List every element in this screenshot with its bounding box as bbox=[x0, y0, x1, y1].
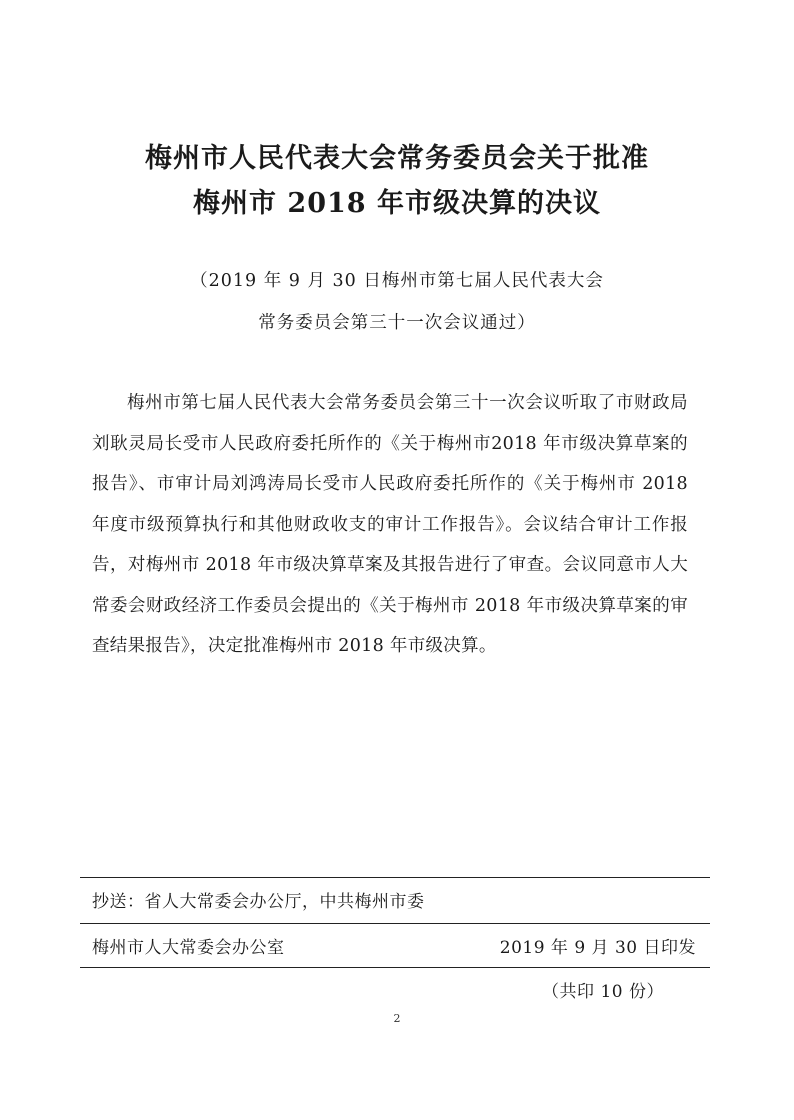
issuing-office: 梅州市人大常委会办公室 bbox=[92, 938, 285, 958]
footer-rule-top bbox=[80, 877, 710, 878]
document-title-line-1: 梅州市人民代表大会常务委员会关于批准 bbox=[145, 143, 649, 174]
page-number: 2 bbox=[393, 1012, 401, 1025]
print-date: 2019 年 9 月 30 日印发 bbox=[499, 938, 696, 958]
resolution-body: 梅州市第七届人民代表大会常务委员会第三十一次会议听取了市财政局刘耿灵局长受市人民政府委托所作的《关于梅州市2018 年市级决算草案的报告》、市审计局刘鸿涛局长受市人民政府委托所作的《关于梅州市 2018 年度市级预算执行和其他财政收支的审计工作报告》。会议结合审计工作报告，对梅州市 2018 年市级决算草案及其报告进行了审查。会议同意市人大常委会财政经济工作委员会提出的《关于梅州市 2018 年市级决算草案的审查结果报告》，决定批准梅州市 2018 年市级决算。 bbox=[92, 393, 688, 656]
footer-rule-middle bbox=[80, 923, 710, 924]
print-copies: （共印 10 份） bbox=[542, 982, 664, 1002]
cc-recipients: 抄送：省人大常委会办公厅，中共梅州市委 bbox=[92, 892, 425, 912]
footer-rule-bottom bbox=[80, 967, 710, 968]
adoption-note-line-1: （2019 年 9 月 30 日梅州市第七届人民代表大会 bbox=[190, 271, 604, 291]
adoption-note-line-2: 常务委员会第三十一次会议通过） bbox=[258, 313, 536, 333]
document-title-line-2: 梅州市 2018 年市级决算的决议 bbox=[193, 188, 601, 219]
